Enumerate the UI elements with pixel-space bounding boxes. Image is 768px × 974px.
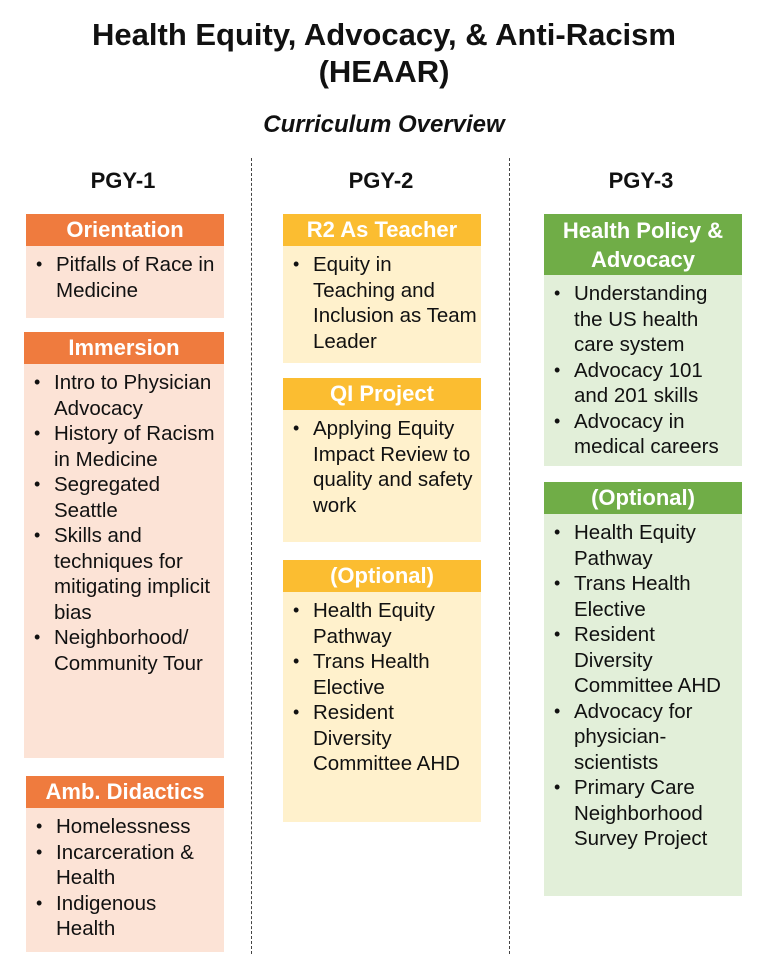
box-pgy3-optional bbox=[544, 482, 742, 896]
title-line-2: (HEAAR) bbox=[318, 54, 450, 89]
item-list bbox=[544, 275, 742, 460]
list-item: • Advocacy 101 and 201 skills bbox=[574, 358, 738, 409]
list-item: • Intro to Physician Advocacy bbox=[54, 370, 220, 421]
column-heading-pgy3: PGY-3 bbox=[608, 168, 674, 193]
item-list bbox=[26, 808, 224, 942]
box-title: Amb. Didactics bbox=[26, 776, 224, 808]
box-qi-project bbox=[283, 378, 481, 542]
item-list bbox=[283, 246, 481, 354]
list-item: • Homelessness bbox=[56, 814, 220, 840]
box-pgy2-optional bbox=[283, 560, 481, 822]
list-item: • Health Equity Pathway bbox=[313, 598, 477, 649]
list-item: • Advocacy for physician-scientists bbox=[574, 699, 738, 776]
list-item: • Incarceration & Health bbox=[56, 840, 220, 891]
box-r2-as-teacher bbox=[283, 214, 481, 363]
list-item: • Applying Equity Impact Review to quality and safety work bbox=[313, 416, 477, 518]
list-item: • Neighborhood/ Community Tour bbox=[54, 625, 220, 676]
column-divider-2 bbox=[509, 158, 510, 954]
list-item: • Trans Health Elective bbox=[313, 649, 477, 700]
box-immersion bbox=[24, 332, 224, 758]
box-title: (Optional) bbox=[283, 560, 481, 592]
box-title: (Optional) bbox=[544, 482, 742, 514]
box-orientation bbox=[26, 214, 224, 318]
box-title: QI Project bbox=[283, 378, 481, 410]
item-list bbox=[283, 592, 481, 777]
list-item: • Skills and techniques for mitigating implicit bias bbox=[54, 523, 220, 625]
list-item: • Segregated Seattle bbox=[54, 472, 220, 523]
box-amb-didactics bbox=[26, 776, 224, 952]
list-item: • Pitfalls of Race in Medicine bbox=[56, 252, 220, 303]
item-list bbox=[283, 410, 481, 518]
column-divider-1 bbox=[251, 158, 252, 954]
column-heading-pgy2: PGY-2 bbox=[348, 168, 414, 193]
list-item: • Advocacy in medical careers bbox=[574, 409, 738, 460]
list-item: • Equity in Teaching and Inclusion as Team Leader bbox=[313, 252, 477, 354]
list-item: • Health Equity Pathway bbox=[574, 520, 738, 571]
list-item: • Resident Diversity Committee AHD bbox=[574, 622, 738, 699]
item-list bbox=[544, 514, 742, 852]
list-item: • Understanding the US health care system bbox=[574, 281, 738, 358]
box-title: Health Policy & Advocacy bbox=[544, 214, 742, 275]
title-line-1: Health Equity, Advocacy, & Anti-Racism bbox=[92, 17, 676, 52]
box-title: Immersion bbox=[24, 332, 224, 364]
box-health-policy-advocacy bbox=[544, 214, 742, 466]
list-item: • Primary Care Neighborhood Survey Project bbox=[574, 775, 738, 852]
box-title: Orientation bbox=[26, 214, 224, 246]
box-title: R2 As Teacher bbox=[283, 214, 481, 246]
subtitle: Curriculum Overview bbox=[263, 111, 505, 138]
item-list bbox=[24, 364, 224, 676]
list-item: • Trans Health Elective bbox=[574, 571, 738, 622]
list-item: • Resident Diversity Committee AHD bbox=[313, 700, 477, 777]
list-item: • History of Racism in Medicine bbox=[54, 421, 220, 472]
list-item: • Indigenous Health bbox=[56, 891, 220, 942]
item-list bbox=[26, 246, 224, 303]
column-heading-pgy1: PGY-1 bbox=[90, 168, 156, 193]
